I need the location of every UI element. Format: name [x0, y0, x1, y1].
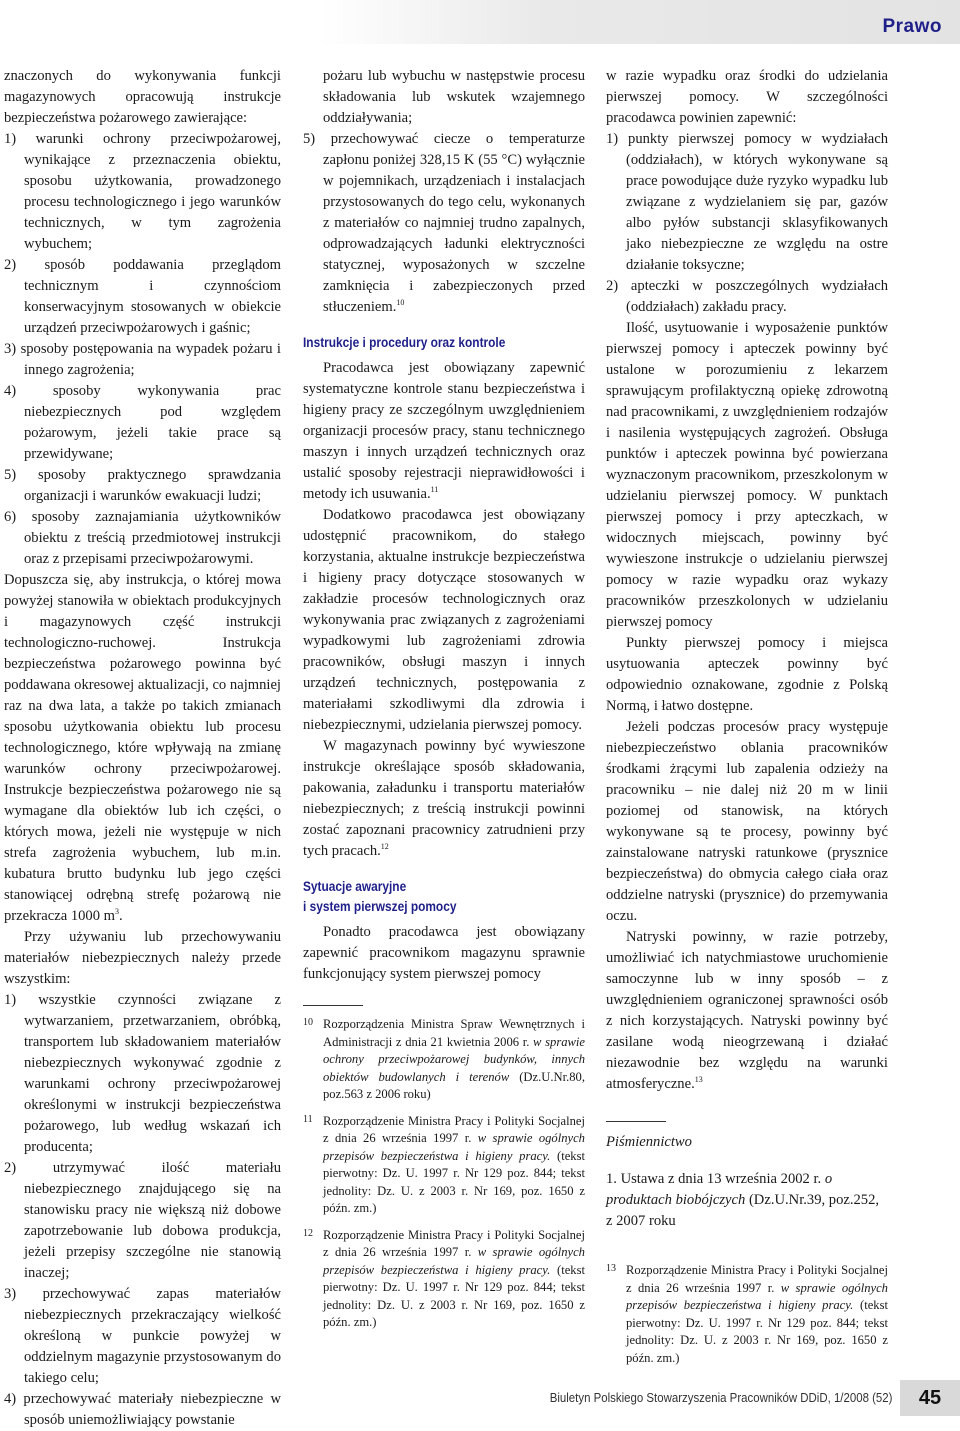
- footnote: [303, 1016, 585, 1104]
- list-item: 4) przechowywać materiały niebezpieczne w sposób uniemożliwiający powstanie: [4, 1391, 281, 1428]
- section-heading: Instrukcje i procedury oraz kontrole: [303, 334, 506, 350]
- list-item-continuation: pożaru lub wybuchu w następstwie procesu składowania lub wskutek wzajemnego oddziaływania;: [323, 68, 585, 126]
- footnote-ref: 11: [430, 485, 439, 494]
- footnote-text: Rozporządzenie Ministra Pracy i Polityki Socjalnej z dnia 26 września 1997 r.: [626, 1263, 888, 1295]
- column-1: [4, 66, 281, 1431]
- list-item: 1) wszystkie czynności związane z wytwarzaniem, przetwarzaniem, obróbką, transportem lub składowaniem materiałów niebezpiecznych wykonywać zgodnie z warunkami ochrony przeciwpożarowej określonymi w instrukcji bezpieczeństwa pożarowego, lub według wskazań ich producenta;: [4, 992, 281, 1155]
- list-item: 1) punkty pierwszej pomocy w wydziałach (oddziałach), w których wykonywane są prace powodujące duże ryzyko wypadku lub związane z wydzielaniem się par, gazów albo pyłów substancji sklasyfikowanych jako niebezpieczne ze względu na ostre działanie toksyczne;: [606, 131, 888, 273]
- reference-item: [606, 1169, 888, 1232]
- paragraph: Punkty pierwszej pomocy i miejsca usytuowania apteczek powinny być odpowiednio oznakowane, zgodnie z Polską Normą, i łatwo dostępne.: [606, 635, 888, 714]
- reference-citation: (Dz.U.Nr.39, poz.252, z 2007 roku: [606, 1192, 880, 1229]
- list-item: 2) sposób poddawania przeglądom technicznym i czynnościom konserwacyjnym stosowanych w obiekcie urządzeń przeciwpożarowych i gaśnic;: [4, 257, 281, 336]
- reference-title: o produktach biobójczych: [606, 1171, 833, 1208]
- paragraph: Ponadto pracodawca jest obowiązany zapewnić pracownikom magazynu sprawnie funkcjonujący system pierwszej pomocy: [303, 924, 585, 982]
- footnote-citation: (Dz.U.Nr.80, poz.563 z 2006 roku): [323, 1069, 585, 1101]
- page-footer: [0, 1380, 960, 1416]
- list-item: [303, 129, 585, 318]
- paragraph: [303, 358, 585, 505]
- reference-text: 1. Ustawa z dnia 13 września 2002 r.: [606, 1171, 825, 1187]
- list-item: 5) sposoby praktycznego sprawdzania organizacji i warunków ewakuacji ludzi;: [4, 467, 281, 504]
- column-3: [606, 66, 888, 1376]
- superscript: 3: [115, 907, 120, 916]
- paragraph: w razie wypadku oraz środki do udzielania pierwszej pomocy. W szczególności pracodawca powinien zapewnić:: [606, 68, 888, 126]
- paragraph: Przy używaniu lub przechowywaniu materiałów niebezpiecznych należy przede wszystkim:: [4, 929, 281, 987]
- paragraph-text: W magazynach powinny być wywieszone instrukcje określające sposób składowania, pakowania, załadunku i transportu materiałów niebezpiecznych; z treścią instrukcji powinni zostać zapoznani pracownicy zatrudnieni przy tych pracach.: [303, 738, 585, 859]
- paragraph-text: Natryski powinny, w razie potrzeby, umożliwiać ich natychmiastowe uruchomienie samoczynne lub w inny sposób – z uwzględnieniem ograniczonej sprawności osób z nich korzystających. Natryski powinny być zasilane wodą nieogrzewaną i działać niezawodnie bez względu na warunki atmosferyczne.: [606, 929, 888, 1092]
- list-item: 1) warunki ochrony przeciwpożarowej, wynikające z przeznaczenia obiektu, sposobu użytkowania, prowadzonego procesu technologicznego i jego warunków technicznych, w tym zagrożenia wybuchem;: [4, 131, 281, 252]
- paragraph: [303, 736, 585, 862]
- page-header: [0, 0, 960, 44]
- footnote-divider: [303, 1005, 363, 1006]
- list-item-text: 5) przechowywać ciecze o temperaturze zapłonu poniżej 328,15 K (55 °C) wyłącznie w pojemnikach, urządzeniach i instalacjach przystosowanych do tego celu, wykonanych z materiałów co najmniej trudno zapalnych, odprowadzających ładunki elektryczności statycznej, wyposażonych w szczelne zamknięcia i zabezpieczonych przed stłuczeniem.: [303, 131, 585, 315]
- footnote-title: w sprawie ogólnych przepisów bezpieczeństwa i higieny pracy.: [626, 1280, 888, 1312]
- list-item: 4) sposoby wykonywania prac niebezpiecznych pod względem pożarowym, jeżeli takie prace są przewidywane;: [4, 383, 281, 462]
- footnote-ref: 10: [396, 298, 405, 307]
- list-item: 2) utrzymywać ilość materiału niebezpiecznego znajdującego się na stanowisku pracy nie większą niż dobowe zapotrzebowanie lub dobowa produkcja, jeżeli przepisy szczególne nie stanowią inaczej;: [4, 1160, 281, 1281]
- paragraph: znaczonych do wykonywania funkcji magazynowych opracowują instrukcje bezpieczeństwa pożarowego zawierające:: [4, 68, 281, 126]
- spacer: [606, 1232, 888, 1262]
- list-item: 2) apteczki w poszczególnych wydziałach (oddziałach) zakładu pracy.: [606, 278, 888, 315]
- section-title: Prawo: [882, 16, 942, 37]
- footnote-ref: 12: [380, 842, 389, 851]
- footnote: [303, 1227, 585, 1332]
- paragraph: [4, 570, 281, 927]
- footnote-number: 12: [303, 1227, 313, 1239]
- paragraph: Ilość, usytuowanie i wyposażenie punktów pierwszej pomocy i apteczek powinny być ustalone w porozumieniu z lekarzem sprawującym profilaktyczną opiekę zdrowotną nad pracownikami, z uwzględnieniem rodzajów i nasilenia występujących zagrożeń. Obsługa punktów i apteczek powinna być powierzana wyznaczonym pracownikom, przeszkolonym w udzielaniu pierwszej pomocy. W punktach pierwszej pomocy i przy apteczkach, w widocznych miejscach, powinny być wywieszone instrukcje o udzielaniu pierwszej pomocy w razie wypadku oraz wykazy pracowników przeszkolonych w udzielaniu pierwszej pomocy: [606, 320, 888, 630]
- list-item: 6) sposoby zaznajamiania użytkowników obiektu z treścią przedmiotowej instrukcji oraz z przepisami przeciwpożarowymi.: [4, 509, 281, 567]
- paragraph-text: Pracodawca jest obowiązany zapewnić systematyczne kontrole stanu bezpieczeństwa i higieny pracy ze szczególnym uwzględnieniem organizacji procesów pracy, stanu technicznego maszyn i innych urządzeń technicznych oraz ustalić sposoby rejestracji nieprawidłowości i metody ich usuwania.: [303, 360, 585, 502]
- references-divider: [606, 1121, 666, 1122]
- paragraph-end: .: [119, 908, 123, 924]
- footnote-number: 11: [303, 1113, 313, 1125]
- section-heading: Sytuacje awaryjne: [303, 878, 407, 894]
- footnote-title: w sprawie ochrony przeciwpożarowej budynków, innych obiektów budowlanych i terenów: [323, 1034, 586, 1084]
- references-title: Piśmiennictwo: [606, 1134, 692, 1150]
- paragraph: [606, 927, 888, 1095]
- list-item: 3) przechowywać zapas materiałów niebezpiecznych przekraczający wielkość określoną w punkcie powyżej w oddzielnym magazynie przystosowanym do takiego celu;: [4, 1286, 281, 1386]
- footnote-ref: 13: [694, 1075, 703, 1084]
- footnote-title: w sprawie ogólnych przepisów bezpieczeństwa i higieny pracy.: [323, 1131, 585, 1163]
- paragraph: Dodatkowo pracodawca jest obowiązany udostępnić pracownikom, do stałego korzystania, aktualne instrukcje bezpieczeństwa i higieny pracy dotyczące stosowanych w zakładzie procesów technologicznych oraz wykonywania prac związanych z zagrożeniami wypadkowymi lub zagrożeniami zdrowia pracowników, obsługi maszyn i innych urządzeń technicznych, postępowania z materiałami szkodliwymi dla zdrowia i niebezpiecznymi, udzielania pierwszej pomocy.: [303, 507, 585, 733]
- page-number: 45: [900, 1380, 960, 1416]
- footnote-citation: (tekst pierwotny: Dz. U. 1997 r. Nr 129 poz. 844; tekst jednolity: Dz. U. z 2003 r. Nr 169, poz. 1650 z późn. zm.): [626, 1298, 888, 1365]
- column-2: [303, 66, 585, 1341]
- paragraph: Jeżeli podczas procesów pracy występuje niebezpieczeństwo oblania pracowników środkami żrącymi lub zapalenia odzieży na pracowniku – nie dalej niż 20 m w linii poziomej od stanowisk, na których wykonywane są te procesy, powinny być zainstalowane natryski ratunkowe (prysznice bezpieczeństwa) do obmycia całego ciała oraz oddzielne natryski (prysznice) do przemywania oczu.: [606, 719, 888, 924]
- header-band: [320, 0, 960, 44]
- footnote-title: w sprawie ogólnych przepisów bezpieczeństwa i higieny pracy.: [323, 1245, 585, 1277]
- footnote-number: 10: [303, 1017, 313, 1028]
- paragraph-text: Dopuszcza się, aby instrukcja, o której mowa powyżej stanowiła w obiektach produkcyjnych i magazynowych część instrukcji technologiczno-ruchowej. Instrukcja bezpieczeństwa pożarowego powinna być poddawana okresowej aktualizacji, co najmniej raz na dwa lata, a także po takich zmianach sposobu użytkowania obiektu lub procesu technologicznego, które wpływają na zmianę warunków ochrony przeciwpożarowej. Instrukcje bezpieczeństwa pożarowego nie są wymagane dla obiektów lub ich części, o których mowa, jeżeli nie występuje w nich strefa zagrożenia wybuchem, lub m.in. kubatura brutto budynku lub jego części stanowiącej odrębną strefę pożarową nie przekracza 1000 m: [4, 572, 281, 924]
- section-heading-line2: i system pierwszej pomocy: [303, 898, 457, 914]
- footnote-citation: (tekst pierwotny: Dz. U. 1997 r. Nr 129 poz. 844; tekst jednolity: Dz. U. z 2003 r. Nr 169, poz. 1650 z późn. zm.): [323, 1262, 585, 1329]
- footnote-citation: (tekst pierwotny: Dz. U. 1997 r. Nr 129 poz. 844; tekst jednolity: Dz. U. z 2003 r. Nr 169, poz. 1650 z późn. zm.): [323, 1148, 585, 1215]
- list-item: 3) sposoby postępowania na wypadek pożaru i innego zagrożenia;: [4, 341, 281, 378]
- footnote-text: Rozporządzenie Ministra Pracy i Polityki Socjalnej z dnia 26 września 1997 r.: [323, 1227, 585, 1259]
- publication-name: Biuletyn Polskiego Stowarzyszenia Pracowników DDiD, 1/2008 (52): [549, 1390, 892, 1405]
- footnote-text: Rozporządzenia Ministra Spraw Wewnętrznych i Administracji z dnia 21 kwietnia 2006 r.: [323, 1017, 585, 1049]
- footnote: [606, 1262, 888, 1367]
- footnote-text: Rozporządzenie Ministra Pracy i Polityki Socjalnej z dnia 26 września 1997 r.: [323, 1113, 585, 1145]
- footnote: [303, 1113, 585, 1218]
- footnote-number: 13: [606, 1263, 616, 1274]
